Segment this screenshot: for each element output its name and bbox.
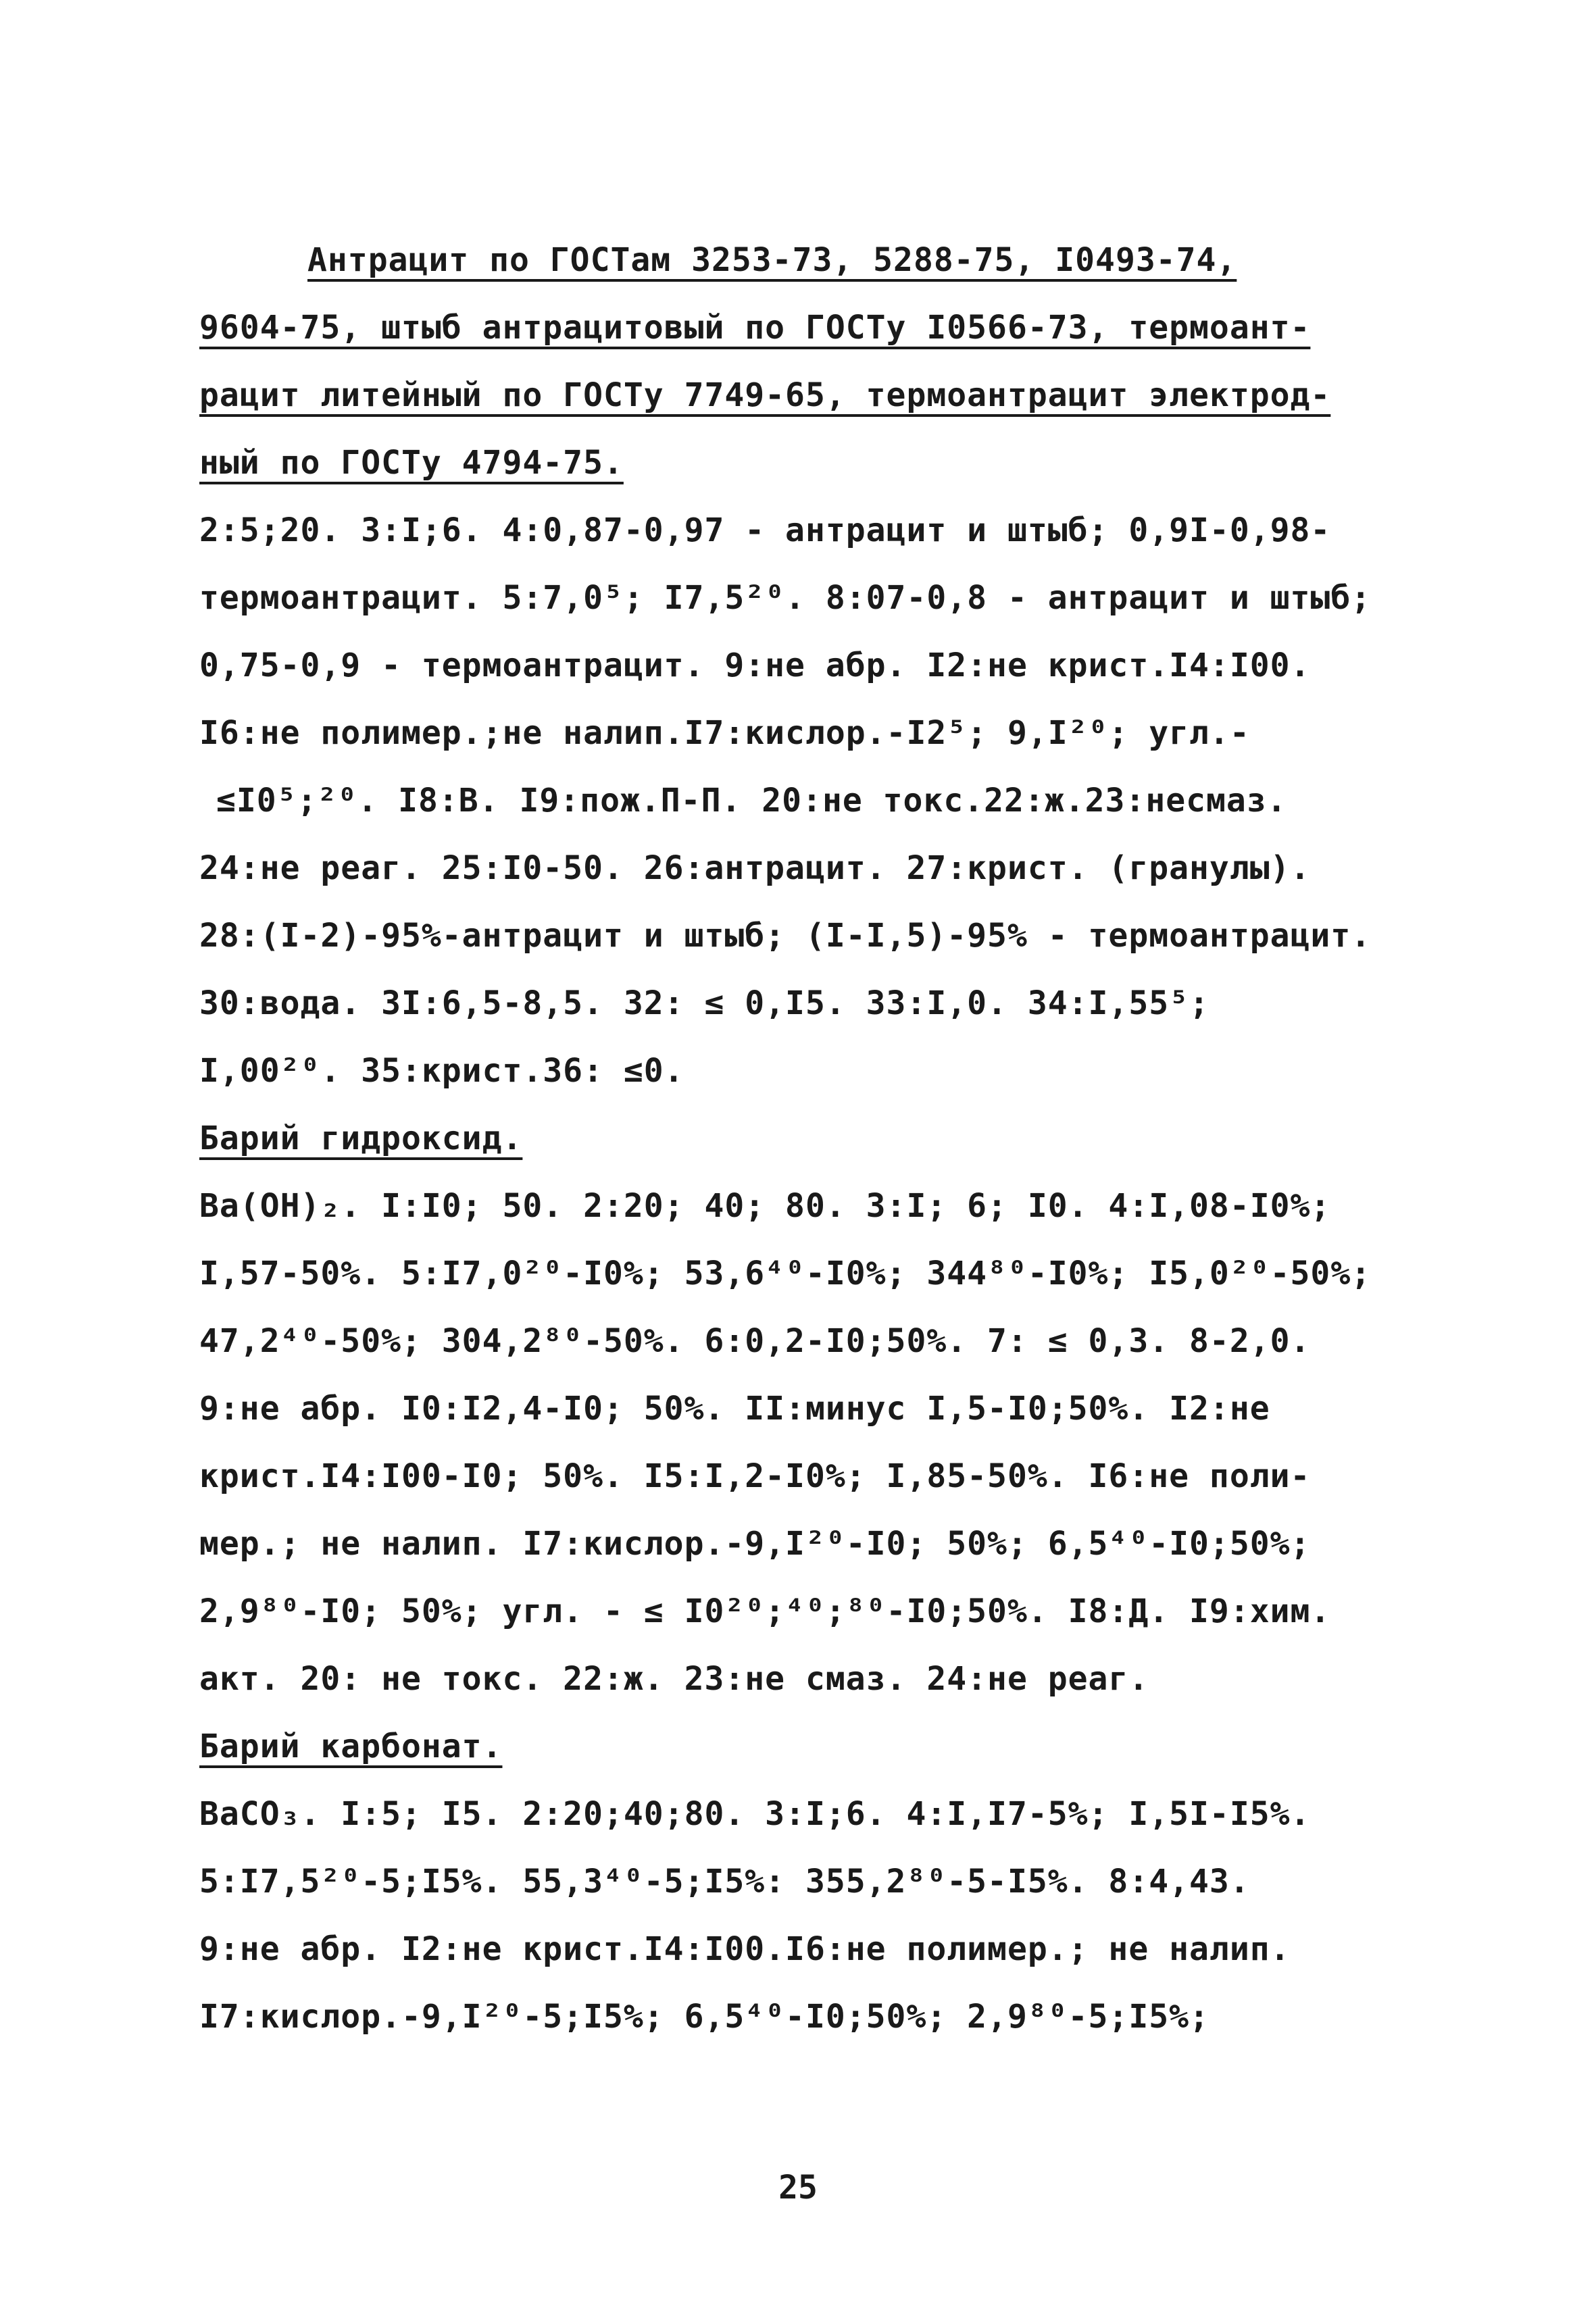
body-line: акт. 20: не токс. 22:ж. 23:не смаз. 24:не реаг.: [199, 1660, 1149, 1698]
body-line: BaCO₃. I:5; I5. 2:20;40;80. 3:I;6. 4:I,I7-5%; I,5I-I5%.: [199, 1795, 1311, 1833]
body-line: 9:не абр. I2:не крист.I4:I00.I6:не полимер.; не налип.: [199, 1930, 1291, 1968]
section-title-line: Антрацит по ГОСТам 3253-73, 5288-75, I0493-74,: [307, 241, 1237, 279]
body-line: 5:I7,5²⁰-5;I5%. 55,3⁴⁰-5;I5%: 355,2⁸⁰-5-I5%. 8:4,43.: [199, 1863, 1250, 1901]
body-line: 28:(I-2)-95%-антрацит и штыб; (I-I,5)-95% - термоантрацит.: [199, 917, 1372, 955]
body-line: Ba(OH)₂. I:I0; 50. 2:20; 40; 80. 3:I; 6; I0. 4:I,08-I0%;: [199, 1187, 1331, 1225]
body-line: 2,9⁸⁰-I0; 50%; угл. - ≤ I0²⁰;⁴⁰;⁸⁰-I0;50%. I8:Д. I9:хим.: [199, 1592, 1331, 1630]
body-line: I6:не полимер.;не налип.I7:кислор.-I2⁵; 9,I²⁰; угл.-: [199, 714, 1250, 752]
section-title-line: ный по ГОСТу 4794-75.: [199, 444, 624, 482]
body-line: крист.I4:I00-I0; 50%. I5:I,2-I0%; I,85-50%. I6:не поли-: [199, 1457, 1311, 1495]
body-line: 24:не реаг. 25:I0-50. 26:антрацит. 27:крист. (гранулы).: [199, 849, 1311, 887]
section-title-line: 9604-75, штыб антрацитовый по ГОСТу I0566-73, термоант-: [199, 309, 1311, 347]
page-number: 25: [778, 2169, 818, 2207]
body-line: ≤I0⁵;²⁰. I8:В. I9:пож.П-П. 20:не токс.22:ж.23:несмаз.: [216, 782, 1287, 820]
body-line: 2:5;20. 3:I;6. 4:0,87-0,97 - антрацит и штыб; 0,9I-0,98-: [199, 511, 1331, 549]
body-line: I,57-50%. 5:I7,0²⁰-I0%; 53,6⁴⁰-I0%; 344⁸⁰-I0%; I5,0²⁰-50%;: [199, 1255, 1372, 1292]
section-title-line: рацит литейный по ГОСТу 7749-65, термоантрацит электрод-: [199, 376, 1331, 414]
body-line: 0,75-0,9 - термоантрацит. 9:не абр. I2:не крист.I4:I00.: [199, 647, 1311, 684]
body-line: I,00²⁰. 35:крист.36: ≤0.: [199, 1052, 684, 1090]
body-line: 9:не абр. I0:I2,4-I0; 50%. II:минус I,5-I0;50%. I2:не: [199, 1390, 1270, 1428]
body-line: 47,2⁴⁰-50%; 304,2⁸⁰-50%. 6:0,2-I0;50%. 7: ≤ 0,3. 8-2,0.: [199, 1322, 1311, 1360]
section-title-line: Барий карбонат.: [199, 1728, 503, 1765]
body-line: мер.; не налип. I7:кислор.-9,I²⁰-I0; 50%; 6,5⁴⁰-I0;50%;: [199, 1525, 1311, 1563]
body-line: 30:вода. 3I:6,5-8,5. 32: ≤ 0,I5. 33:I,0. 34:I,55⁵;: [199, 984, 1210, 1022]
section-title-line: Барий гидроксид.: [199, 1120, 523, 1157]
body-line: I7:кислор.-9,I²⁰-5;I5%; 6,5⁴⁰-I0;50%; 2,9⁸⁰-5;I5%;: [199, 1998, 1210, 2036]
document-page: [199, 226, 1436, 2051]
body-line: термоантрацит. 5:7,0⁵; I7,5²⁰. 8:07-0,8 - антрацит и штыб;: [199, 579, 1372, 617]
